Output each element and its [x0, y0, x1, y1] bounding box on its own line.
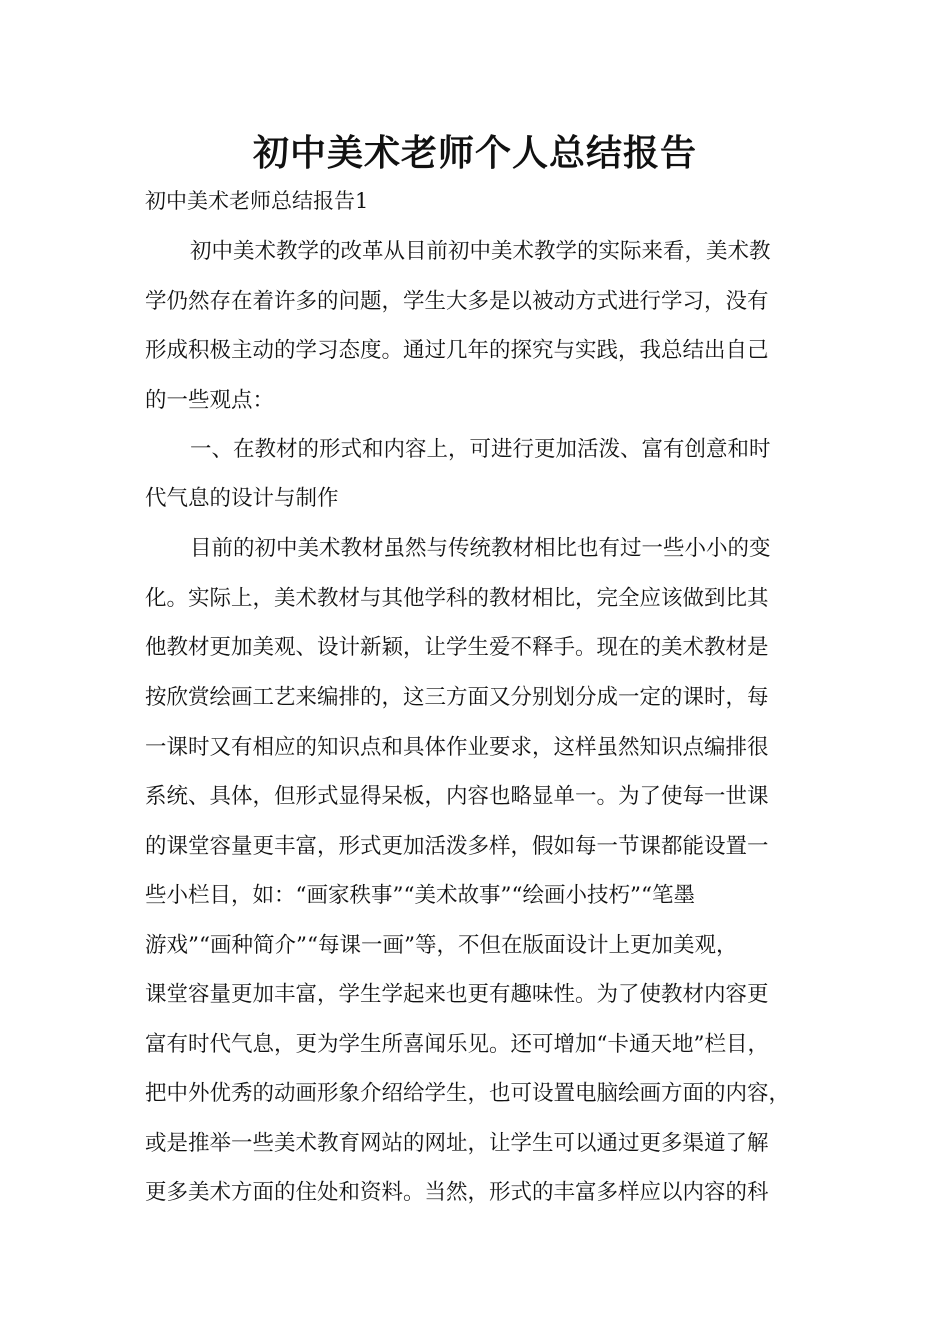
body-line: 化。实际上，美术教材与其他学科的教材相比，完全应该做到比其 — [145, 586, 769, 611]
body-line: 学仍然存在着许多的问题，学生大多是以被动方式进行学习，没有 — [145, 289, 769, 314]
body-line: 富有时代气息，更为学生所喜闻乐见。还可增加“卡通天地”栏目， — [145, 1032, 769, 1057]
body-line: 系统、具体，但形式显得呆板，内容也略显单一。为了使每一世课 — [145, 784, 769, 809]
document-subtitle: 初中美术老师总结报告1 — [145, 189, 369, 213]
body-line: 游戏”“画种简介”“每课一画”等，不但在版面设计上更加美观， — [145, 933, 738, 958]
body-line: 目前的初中美术教材虽然与传统教材相比也有过一些小小的变 — [190, 536, 771, 561]
body-line: 他教材更加美观、设计新颖，让学生爱不释手。现在的美术教材是 — [145, 635, 769, 660]
body-line: 一、在教材的形式和内容上，可进行更加活泼、富有创意和时 — [190, 437, 771, 462]
body-line: 初中美术教学的改革从目前初中美术教学的实际来看，美术教 — [190, 239, 771, 264]
body-line: 些小栏目，如：“画家秩事”“美术故事”“绘画小技朽”“笔墨 — [145, 883, 695, 908]
body-line: 把中外优秀的动画形象介绍给学生，也可设置电脑绘画方面的内容， — [145, 1081, 791, 1106]
body-line: 一课时又有相应的知识点和具体作业要求，这样虽然知识点编排很 — [145, 735, 769, 760]
body-line: 的课堂容量更丰富，形式更加活泼多样，假如每一节课都能设置一 — [145, 834, 769, 859]
body-line: 更多美术方面的住处和资料。当然，形式的丰富多样应以内容的科 — [145, 1180, 769, 1205]
document-title: 初中美术老师个人总结报告 — [252, 132, 697, 174]
body-line: 代气息的设计与制作 — [145, 486, 339, 511]
body-line: 课堂容量更加丰富，学生学起来也更有趣味性。为了使教材内容更 — [145, 982, 769, 1007]
body-line: 形成积极主动的学习态度。通过几年的探究与实践，我总结出自己 — [145, 338, 769, 363]
body-line: 按欣赏绘画工艺来编排的，这三方面又分别划分成一定的课时，每 — [145, 685, 769, 710]
body-line: 的一些观点： — [145, 388, 275, 413]
body-line: 或是推举一些美术教育网站的网址，让学生可以通过更多渠道了解 — [145, 1131, 769, 1156]
